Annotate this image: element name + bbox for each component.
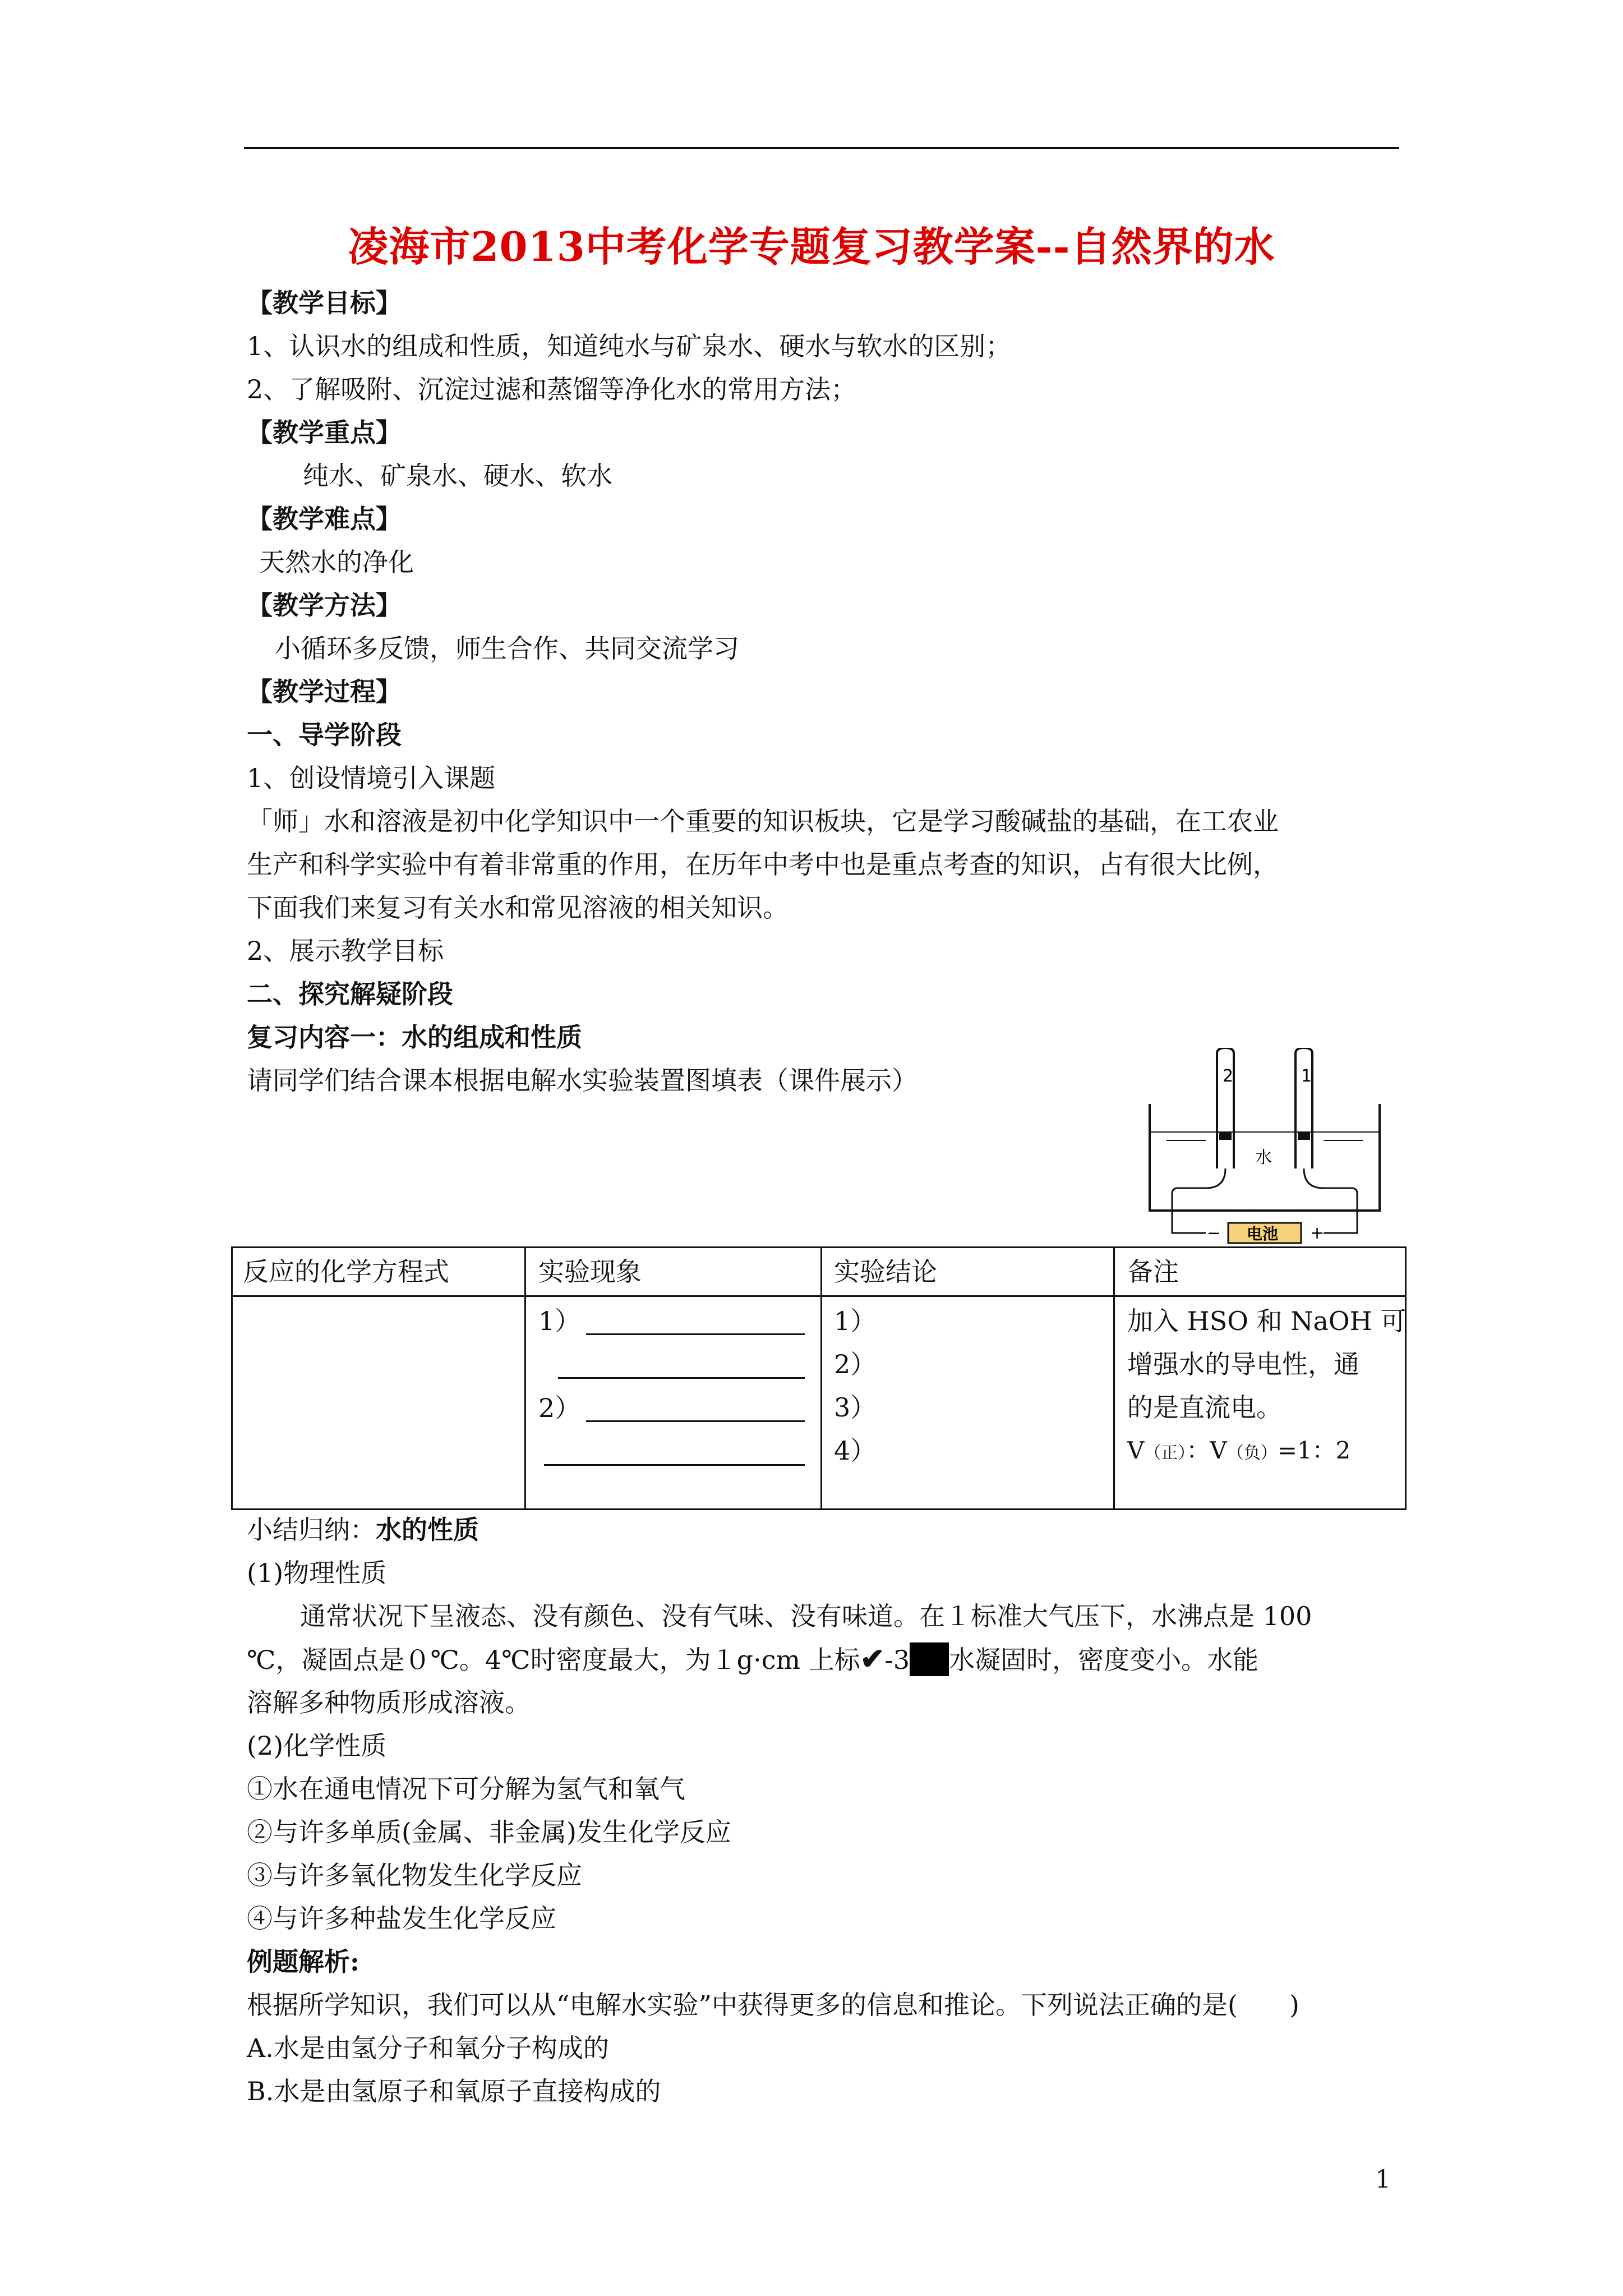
example-option-b: B.水是由氢原子和氧原子直接构成的 xyxy=(247,2076,661,2106)
phenomenon-1-label: 1） xyxy=(538,1306,581,1336)
phenomenon-2-label: 2） xyxy=(538,1393,581,1423)
redaction-block xyxy=(910,1642,949,1676)
note-line-3: 的是直流电。 xyxy=(1127,1392,1282,1423)
section-key-points: 【教学重点】 xyxy=(247,417,402,448)
header-notes: 备注 xyxy=(1127,1257,1179,1287)
chemical-3: ③与许多氧化物发生化学反应 xyxy=(247,1860,582,1890)
difficulties-text: 天然水的净化 xyxy=(259,547,414,577)
ratio-colon: ：V xyxy=(1186,1437,1227,1464)
example-option-a: A.水是由氢分子和氧分子构成的 xyxy=(247,2033,609,2063)
experiment-table xyxy=(231,1246,1407,1510)
key-points-text: 纯水、矿泉水、硬水、软水 xyxy=(303,461,612,491)
header-conclusion: 实验结论 xyxy=(834,1257,937,1287)
review-content-1: 复习内容一：水的组成和性质 xyxy=(247,1022,582,1052)
section-methods: 【教学方法】 xyxy=(247,590,402,620)
battery-plus: + xyxy=(1310,1223,1325,1243)
physical-line-2a: ℃，凝固点是０℃。4℃时密度最大，为１g·cm 上标 xyxy=(247,1645,860,1675)
section-difficulties: 【教学难点】 xyxy=(247,504,402,534)
goal-2: 2、了解吸附、沉淀过滤和蒸馏等净化水的常用方法； xyxy=(247,374,857,404)
page-number: 1 xyxy=(1375,2165,1391,2194)
conclusion-2: 2） xyxy=(834,1349,877,1379)
example-heading: 例题解析: xyxy=(247,1947,359,1977)
instruction-text: 请同学们结合课本根据电解水实验装置图填表（课件展示） xyxy=(247,1065,917,1096)
summary-heading xyxy=(247,1513,479,1547)
volume-ratio xyxy=(1127,1434,1350,1470)
battery-label: 电池 xyxy=(1247,1225,1279,1243)
table-col-divider xyxy=(1113,1248,1115,1508)
page-title: 凌海市2013中考化学专题复习教学案--自然界的水 xyxy=(348,223,1275,270)
answer-blank xyxy=(544,1464,805,1466)
table-col-divider xyxy=(820,1248,822,1508)
methods-text: 小循环多反馈，师生合作、共同交流学习 xyxy=(275,633,739,664)
physical-line-3: 溶解多种物质形成溶液。 xyxy=(247,1687,531,1718)
teacher-paragraph-2: 生产和科学实验中有着非常重的作用，在历年中考中也是重点考查的知识，占有很大比例， xyxy=(247,849,1279,880)
goal-1: 1、认识水的组成和性质，知道纯水与矿泉水、硬水与软水的区别； xyxy=(247,331,1012,361)
ratio-sub-positive: （正） xyxy=(1144,1443,1187,1463)
example-question: 根据所学知识，我们可以从“电解水实验”中获得更多的信息和推论。下列说法正确的是( ) xyxy=(247,1990,1299,2020)
water-label: 水 xyxy=(1255,1148,1272,1167)
header-rule xyxy=(244,147,1399,149)
conclusion-1: 1） xyxy=(834,1306,877,1336)
note-line-2: 增强水的导电性，通 xyxy=(1127,1349,1359,1379)
battery-minus: − xyxy=(1207,1223,1221,1243)
electrolysis-diagram xyxy=(1144,1048,1385,1244)
physical-line-2 xyxy=(247,1642,1258,1677)
section-teaching-goals: 【教学目标】 xyxy=(247,288,402,318)
physical-title: (1)物理性质 xyxy=(247,1558,387,1588)
teacher-paragraph-1: 「师」水和溶液是初中化学知识中一个重要的知识板块，它是学习酸碱盐的基础，在工农业 xyxy=(247,806,1279,836)
stage-guide: 一、导学阶段 xyxy=(247,720,402,750)
summary-prefix: 小结归纳： xyxy=(247,1515,376,1545)
table-header-divider xyxy=(233,1295,1405,1297)
physical-line-1: 通常状况下呈液态、没有颜色、没有气味、没有味道。在１标准大气压下，水沸点是 100 xyxy=(300,1601,1312,1631)
header-equation: 反应的化学方程式 xyxy=(243,1257,449,1287)
step-2: 2、展示教学目标 xyxy=(247,936,444,966)
note-line-1: 加入 HSO 和 NaOH 可 xyxy=(1127,1306,1407,1336)
section-process: 【教学过程】 xyxy=(247,677,402,707)
check-mark-icon: ✔ xyxy=(860,1642,885,1676)
answer-blank xyxy=(586,1333,805,1335)
ratio-v1: V xyxy=(1127,1437,1145,1464)
header-phenomena: 实验现象 xyxy=(538,1257,642,1287)
tube-right-label: 1 xyxy=(1301,1066,1312,1086)
chemical-1: ①水在通电情况下可分解为氢气和氧气 xyxy=(247,1774,685,1804)
table-col-divider xyxy=(524,1248,526,1508)
physical-line-2b: -3 xyxy=(884,1645,910,1675)
conclusion-3: 3） xyxy=(834,1392,877,1423)
conclusion-4: 4） xyxy=(834,1435,877,1466)
ratio-value: =1：2 xyxy=(1277,1437,1351,1464)
answer-blank xyxy=(558,1377,805,1379)
chemical-2: ②与许多单质(金属、非金属)发生化学反应 xyxy=(247,1817,731,1847)
step-1: 1、创设情境引入课题 xyxy=(247,763,496,793)
stage-explore: 二、探究解疑阶段 xyxy=(247,979,453,1009)
chemical-title: (2)化学性质 xyxy=(247,1731,387,1761)
teacher-paragraph-3: 下面我们来复习有关水和常见溶液的相关知识。 xyxy=(247,892,789,923)
chemical-4: ④与许多种盐发生化学反应 xyxy=(247,1903,556,1934)
ratio-sub-negative: （负） xyxy=(1227,1443,1278,1463)
summary-bold: 水的性质 xyxy=(376,1515,479,1545)
tube-left-label: 2 xyxy=(1223,1066,1234,1086)
answer-blank xyxy=(586,1420,805,1422)
physical-line-2c: 水凝固时，密度变小。水能 xyxy=(949,1645,1259,1675)
